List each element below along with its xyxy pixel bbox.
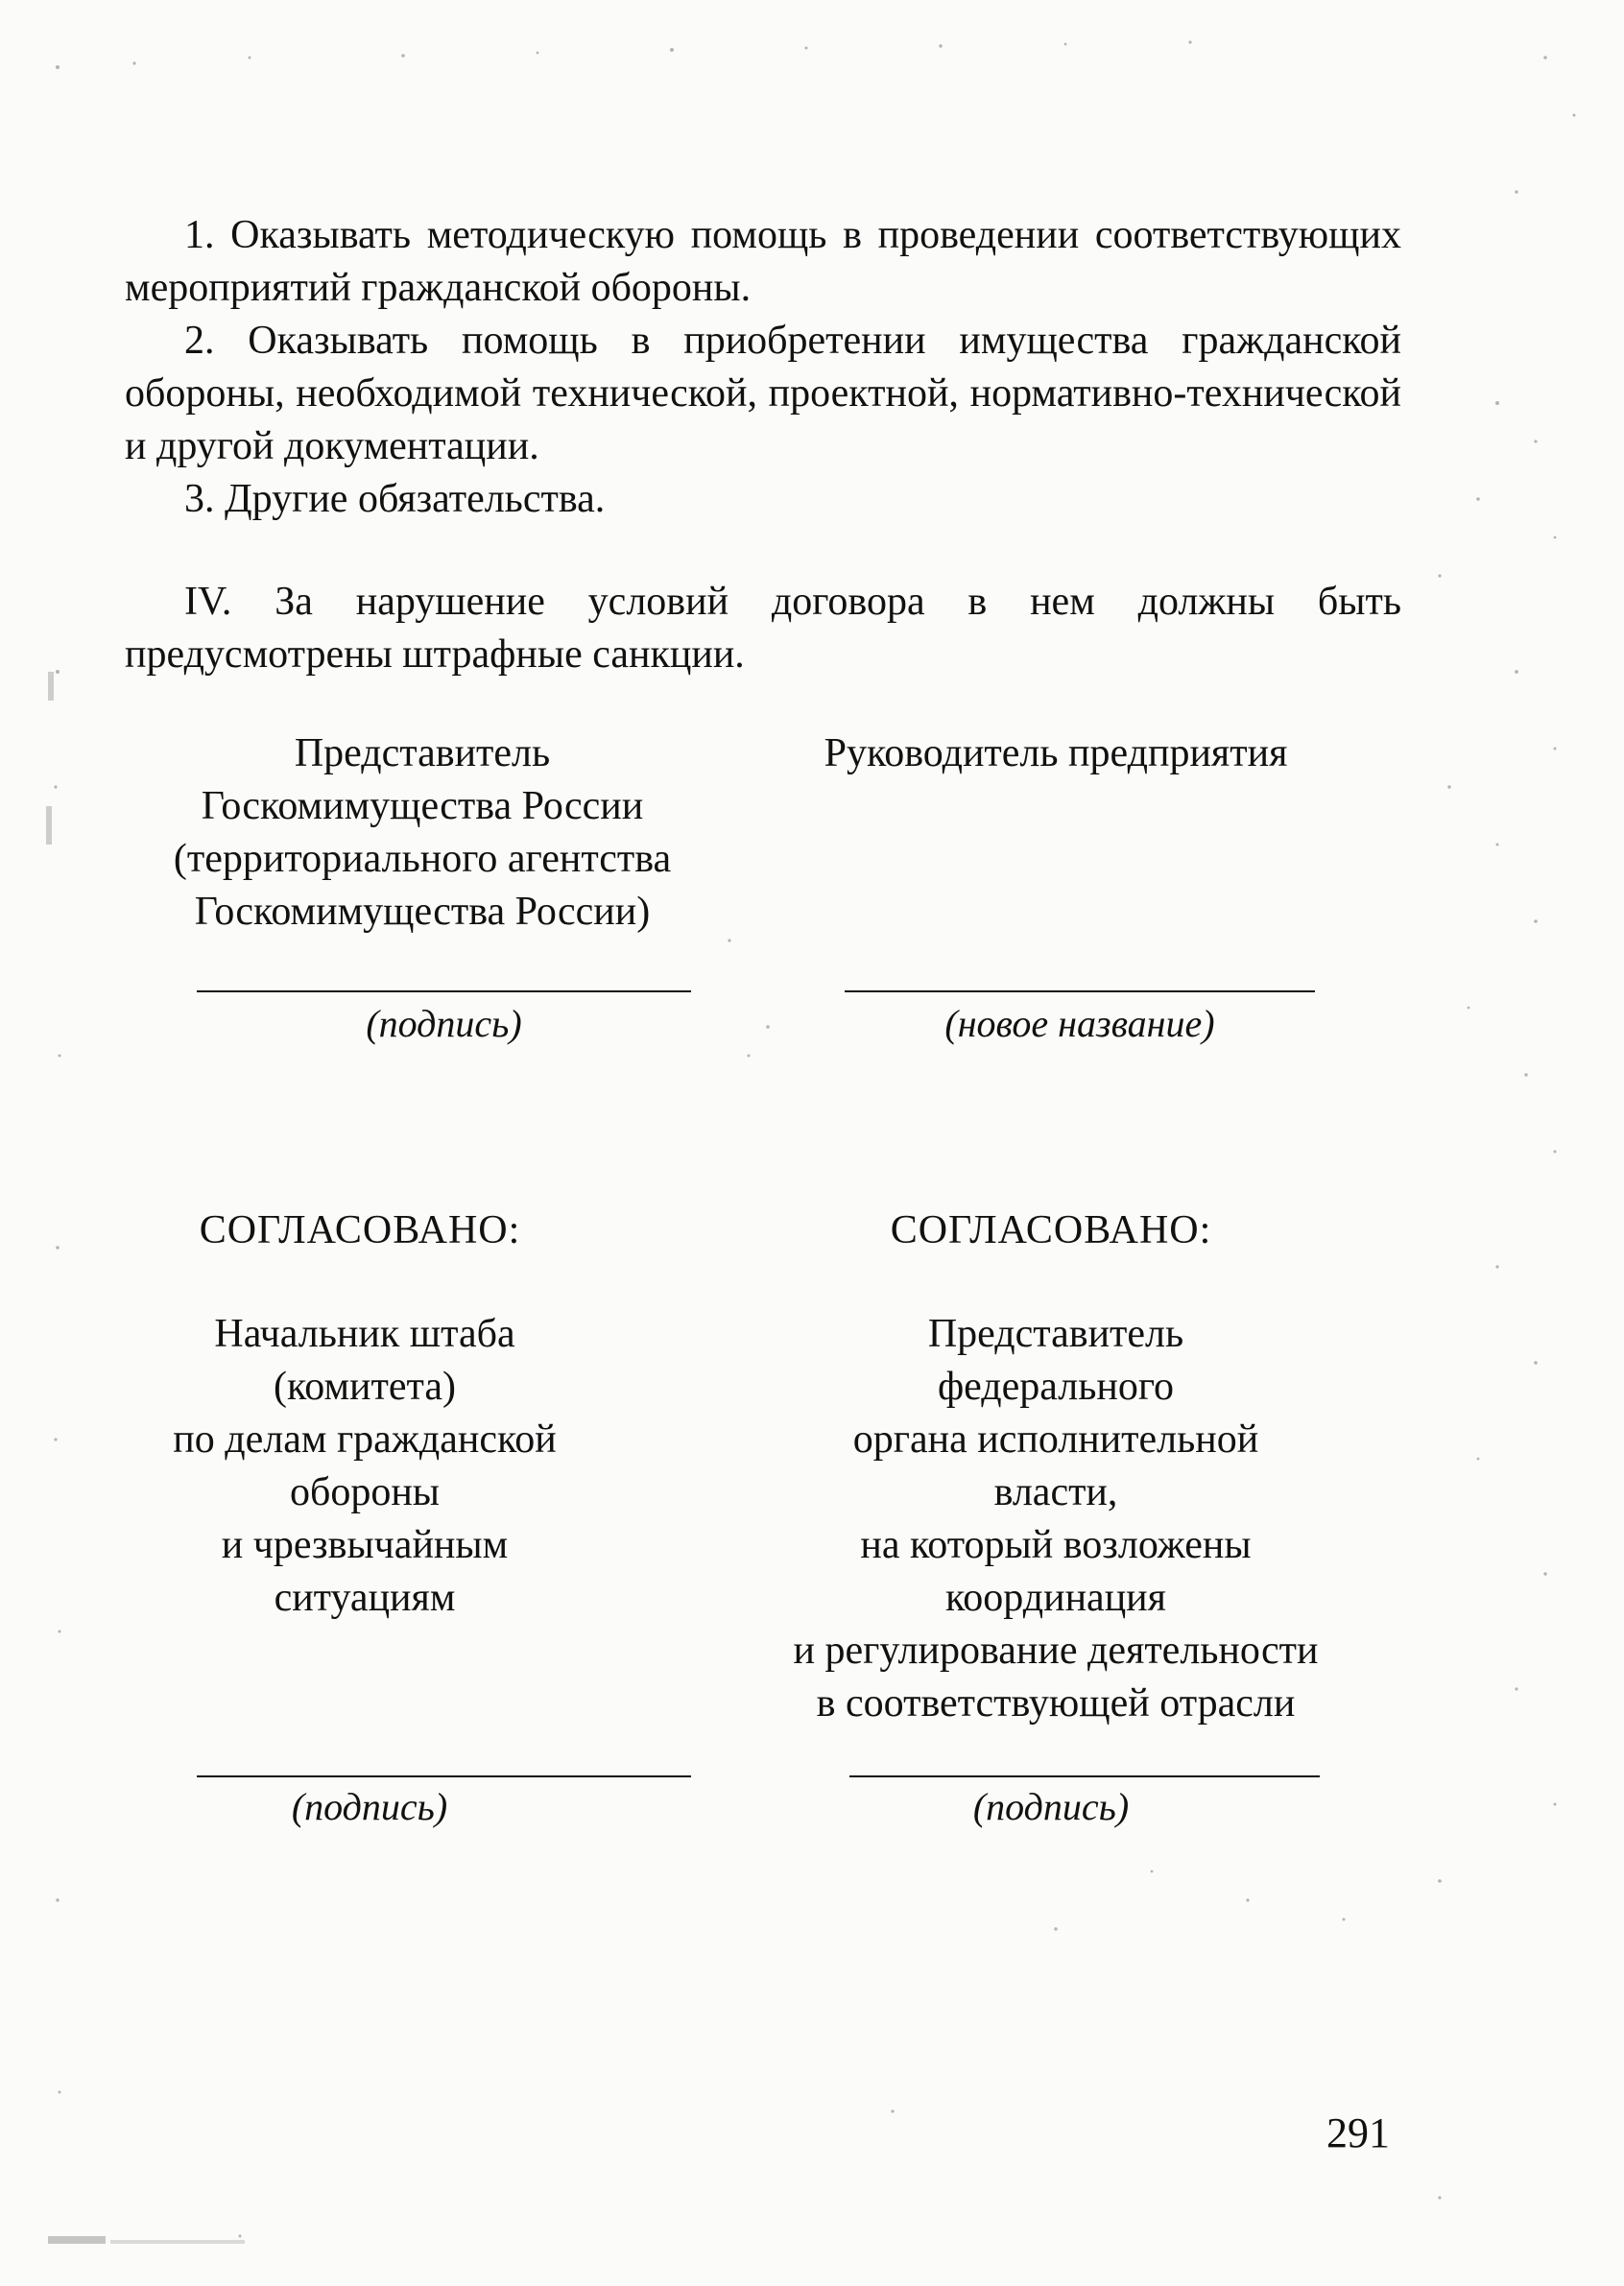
signatory-line: (комитета) bbox=[273, 1365, 456, 1409]
signatory-line: власти, bbox=[993, 1470, 1118, 1514]
signatory-line: Госкомимущества России bbox=[201, 784, 644, 828]
signatory-line: по делам гражданской bbox=[173, 1417, 557, 1462]
agreed-heading-right: СОГЛАСОВАНО: bbox=[890, 1208, 1212, 1252]
signatory-line: и чрезвычайным bbox=[221, 1523, 509, 1567]
signatory-line: Начальник штаба bbox=[214, 1312, 515, 1356]
signatory-line: обороны bbox=[289, 1470, 441, 1514]
signatory-line: координация bbox=[945, 1576, 1166, 1620]
signatory-line: на который возложены bbox=[860, 1523, 1252, 1567]
paragraph-4: IV. За нарушение условий договора в нем должны быть предусмотрены штрафные санкции. bbox=[125, 580, 1401, 677]
signatory-line: ситуациям bbox=[274, 1576, 456, 1620]
signatory-line: органа исполнительной bbox=[852, 1417, 1259, 1462]
signature-caption-bottom-right: (подпись) bbox=[972, 1785, 1130, 1828]
signatory-line: федерального bbox=[937, 1365, 1175, 1409]
signatory-line: Представитель bbox=[294, 731, 551, 775]
signatory-line: в соответствующей отрасли bbox=[816, 1681, 1296, 1726]
signatory-line: и регулирование деятельности bbox=[793, 1629, 1319, 1673]
paragraph-2: 2. Оказывать помощь в приобретении имущества гражданской обороны, необходимой технической, проектной, нормативно-технической и другой документации. bbox=[125, 319, 1401, 468]
signature-caption-top-left: (подпись) bbox=[366, 1002, 522, 1045]
page-number: 291 bbox=[1326, 2109, 1390, 2156]
paragraph-1: 1. Оказывать методическую помощь в проведении соответствующих мероприятий гражданской обороны. bbox=[125, 213, 1401, 310]
signatory-line: Представитель bbox=[927, 1312, 1184, 1356]
signatory-line: (территориального агентства bbox=[173, 837, 672, 881]
agreed-heading-left: СОГЛАСОВАНО: bbox=[199, 1208, 521, 1252]
paragraph-3: 3. Другие обязательства. bbox=[184, 477, 606, 521]
signatory-line: Руководитель предприятия bbox=[824, 731, 1288, 775]
signature-caption-top-right: (новое название) bbox=[944, 1002, 1215, 1045]
signature-caption-bottom-left: (подпись) bbox=[291, 1785, 448, 1828]
signatory-line: Госкомимущества России) bbox=[194, 890, 651, 934]
